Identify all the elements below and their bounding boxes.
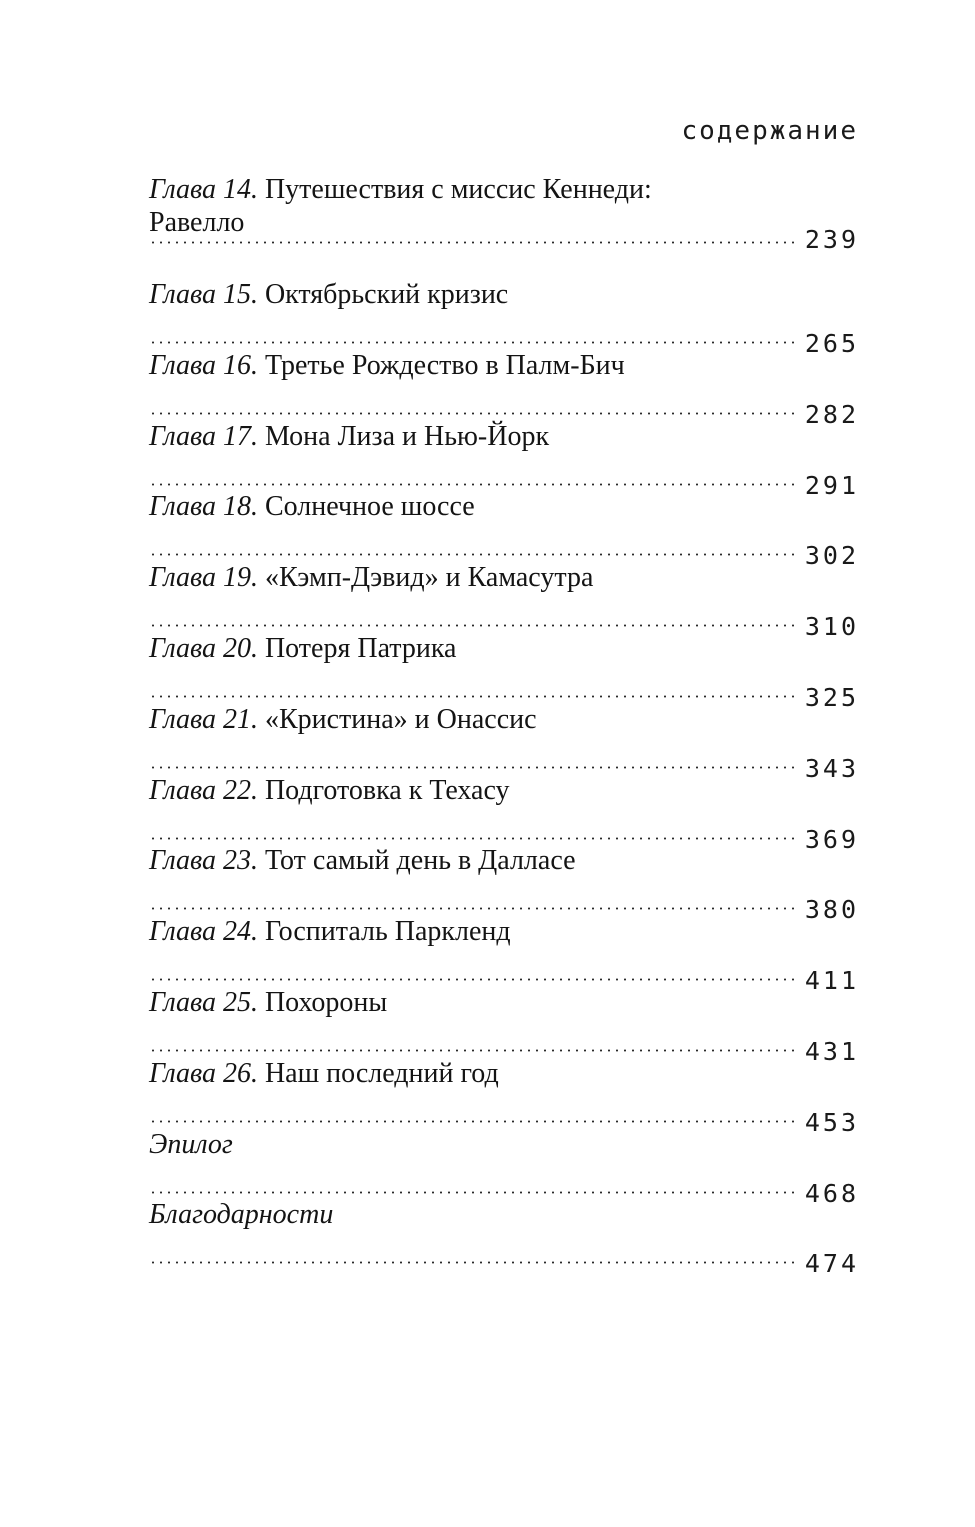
page-number: 325: [804, 682, 859, 712]
dot-leader: [149, 412, 795, 415]
chapter-label: Глава 26.: [149, 1057, 258, 1089]
toc-entry-title: [149, 173, 789, 239]
toc-entry-title: [149, 915, 789, 948]
toc-entry-title: [149, 986, 789, 1019]
toc-entry-chapter-17[interactable]: [149, 420, 859, 500]
chapter-title: Тот самый день в Далласе: [264, 845, 576, 877]
table-of-contents: [149, 173, 859, 1279]
chapter-label: Глава 20.: [149, 632, 258, 664]
toc-entry-title: [149, 420, 789, 453]
chapter-label: Глава 17.: [149, 420, 258, 452]
chapter-title: Октябрьский кризис: [264, 279, 509, 310]
page-number: 369: [804, 824, 859, 854]
dot-leader: [149, 1261, 795, 1264]
page-number: 474: [804, 1249, 859, 1279]
page-number: 411: [804, 966, 859, 996]
toc-entry-chapter-23[interactable]: [149, 844, 859, 925]
toc-entry-chapter-18[interactable]: [149, 490, 859, 571]
chapter-label: Глава 15.: [149, 279, 258, 310]
toc-entry-chapter-14[interactable]: [149, 173, 859, 278]
chapter-label: Глава 18.: [149, 491, 258, 523]
chapter-label: Глава 22.: [149, 774, 258, 806]
toc-entry-title: [149, 632, 789, 665]
toc-entry-chapter-24[interactable]: [149, 915, 859, 996]
toc-entry-chapter-26[interactable]: [149, 1057, 859, 1137]
dot-leader: [149, 837, 795, 840]
toc-entry-title: [149, 561, 789, 594]
toc-entry-chapter-21[interactable]: [149, 703, 859, 783]
dot-leader: [149, 1049, 795, 1052]
chapter-title: Подготовка к Техасу: [264, 774, 510, 806]
toc-entry-title: [149, 1198, 789, 1231]
toc-entry-chapter-25[interactable]: [149, 986, 859, 1066]
page-number: 468: [804, 1178, 859, 1208]
toc-entry-chapter-20[interactable]: [149, 632, 859, 712]
chapter-label: Глава 25.: [149, 986, 258, 1018]
chapter-title: Третье Рождество в Палм-Бич: [264, 349, 625, 381]
dot-leader: [149, 483, 795, 486]
chapter-label: Глава 24.: [149, 916, 258, 948]
toc-entry-chapter-15[interactable]: [149, 278, 859, 358]
page-number: 431: [804, 1036, 859, 1066]
toc-entry-title: [149, 490, 789, 523]
chapter-title: Мона Лиза и Нью-Йорк: [264, 420, 550, 452]
chapter-label: Глава 16.: [149, 349, 258, 381]
toc-entry-title: [149, 1057, 789, 1090]
chapter-title: Солнечное шоссе: [264, 491, 475, 523]
toc-entry-acknowledgements[interactable]: [149, 1198, 859, 1279]
chapter-title: Путешествия с миссис Кеннеди:: [264, 174, 652, 205]
dot-leader: [149, 766, 795, 769]
page-number: 380: [804, 895, 859, 925]
chapter-title: «Кэмп-Дэвид» и Камасутра: [264, 562, 594, 594]
toc-entry-title: [149, 349, 789, 382]
dot-leader: [149, 241, 795, 244]
chapter-label: Глава 23.: [149, 845, 258, 877]
chapter-title: Похороны: [264, 986, 388, 1018]
toc-entry-title: [149, 1128, 789, 1161]
toc-entry-epilogue[interactable]: [149, 1128, 859, 1208]
page-number: 302: [804, 541, 859, 571]
chapter-title: Госпиталь Паркленд: [264, 916, 511, 948]
chapter-label: Глава 14.: [149, 174, 258, 205]
dot-leader: [149, 553, 795, 556]
toc-entry-chapter-19[interactable]: [149, 561, 859, 642]
toc-entry-title: [149, 278, 789, 311]
page-number: 310: [804, 612, 859, 642]
page-number: 453: [804, 1107, 859, 1137]
page-number: 265: [804, 329, 859, 358]
dot-leader: [149, 1120, 795, 1123]
page-number: 343: [804, 753, 859, 783]
toc-entry-chapter-16[interactable]: [149, 349, 859, 429]
chapter-title-continued: Равелло: [149, 207, 245, 238]
toc-entry-title: [149, 844, 789, 877]
toc-entry-title: [149, 703, 789, 736]
dot-leader: [149, 1191, 795, 1194]
toc-entry-title: [149, 774, 789, 807]
page-number: 239: [804, 225, 859, 254]
chapter-label: Глава 19.: [149, 562, 258, 594]
dot-leader: [149, 978, 795, 981]
toc-header: содержание: [681, 116, 858, 146]
toc-entry-chapter-22[interactable]: [149, 774, 859, 854]
page-number: 282: [804, 399, 859, 429]
chapter-title: Наш последний год: [264, 1057, 499, 1089]
dot-leader: [149, 624, 795, 627]
dot-leader: [149, 341, 795, 344]
chapter-title: «Кристина» и Онассис: [264, 703, 537, 735]
page-number: 291: [804, 470, 859, 500]
section-title: Благодарности: [149, 1199, 334, 1231]
dot-leader: [149, 695, 795, 698]
chapter-title: Потеря Патрика: [264, 632, 457, 664]
chapter-label: Глава 21.: [149, 703, 258, 735]
section-title: Эпилог: [149, 1128, 233, 1160]
dot-leader: [149, 907, 795, 910]
